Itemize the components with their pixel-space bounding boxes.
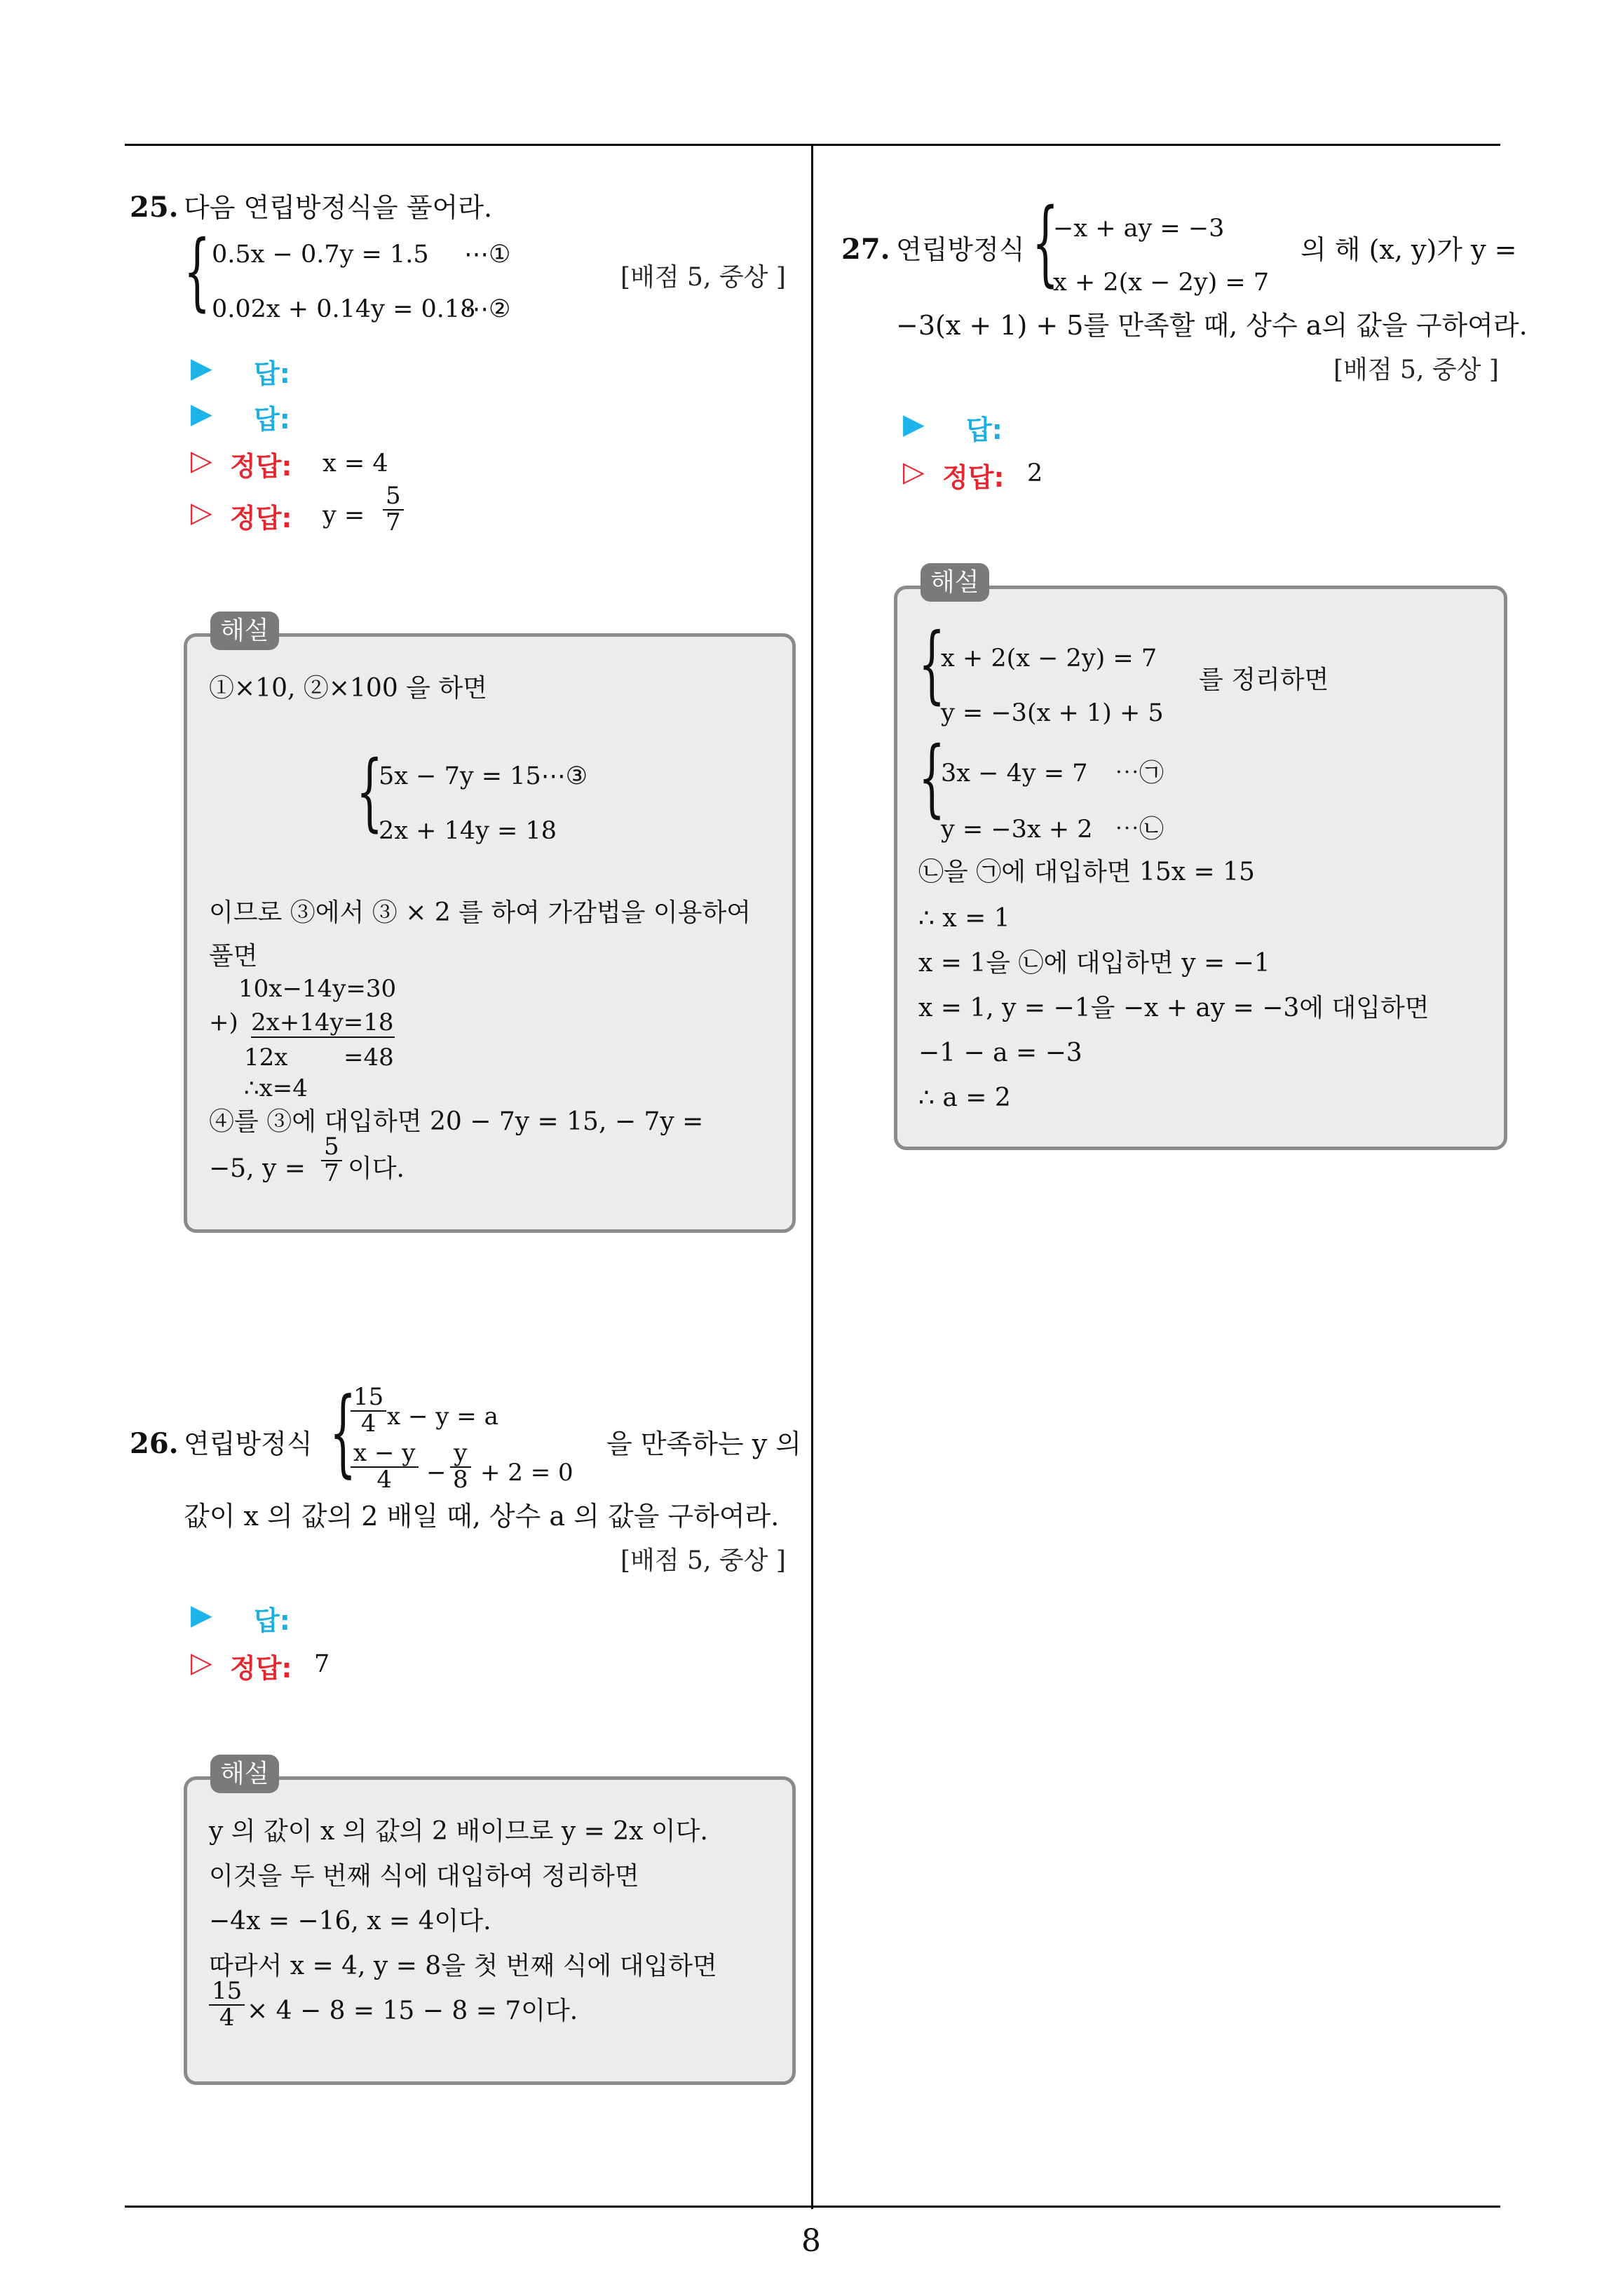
problem-27-key-label: 정답:: [942, 462, 1005, 493]
problem-27-key: 2: [1027, 459, 1043, 487]
problem-27-sol-line2: ∴ x = 1: [918, 904, 1010, 933]
answer-triangle-icon: ▶: [191, 398, 212, 430]
problem-26-question-c: 값이 x 의 값의 2 배일 때, 상수 a 의 값을 구하여라.: [184, 1501, 780, 1532]
problem-27-sol-line4: x = 1, y = −1을 −x + ay = −3에 대입하면: [918, 994, 1430, 1022]
answer-triangle-icon: ▶: [903, 408, 925, 440]
problem-25-eq1: 0.5x − 0.7y = 1.5: [212, 241, 429, 269]
fraction-denominator: 7: [386, 508, 401, 536]
problem-26-eq2-fraction1: [351, 1441, 419, 1492]
fraction-denominator: 7: [324, 1159, 339, 1187]
problem-26-eq1-rest: x − y = a: [387, 1403, 498, 1431]
problem-26-eq2-rest: + 2 = 0: [480, 1459, 573, 1487]
problem-26-eq1-fraction: [351, 1385, 386, 1436]
problem-27-sol-line5: −1 − a = −3: [918, 1039, 1082, 1067]
problem-27-sol-eq3: 3x − 4y = 7: [941, 759, 1088, 788]
problem-27-eq1: −x + ay = −3: [1053, 215, 1225, 243]
problem-25-sol-line1: ①×10, ②×100 을 하면: [209, 674, 487, 703]
problem-25-answer-label-2: 답:: [254, 404, 290, 435]
problem-25-sol-fraction: [321, 1135, 342, 1186]
problem-26-sol5-rest: × 4 − 8 = 15 − 8 = 7이다.: [247, 1997, 578, 2025]
problem-27-question-a: 연립방정식: [896, 234, 1025, 265]
problem-26-sol3: −4x = −16, x = 4이다.: [209, 1907, 491, 1936]
problem-26-sol5-fraction: [209, 1979, 245, 2030]
fraction-denominator: 4: [376, 1465, 393, 1494]
fraction-denominator: 4: [360, 1409, 376, 1438]
problem-25-sol-line4: ④를 ③에 대입하면 20 − 7y = 15, − 7y =: [209, 1107, 704, 1136]
answer-triangle-icon: ▶: [191, 352, 212, 384]
problem-27-sol-brace-2: {: [918, 729, 946, 828]
problem-26-eq2-minus: −: [426, 1459, 447, 1487]
problem-27-grade: [배점 5, 중상 ]: [1333, 356, 1499, 384]
problem-25-sol-brace: {: [356, 743, 383, 842]
problem-27-number: 27.: [841, 233, 890, 266]
problem-26-sol2: 이것을 두 번째 식에 대입하여 정리하면: [209, 1862, 639, 1891]
problem-27-sol-brace-1: {: [918, 616, 946, 714]
problem-26-key: 7: [314, 1650, 330, 1678]
fraction-denominator: 8: [453, 1465, 468, 1494]
problem-26-eq2-fraction2: [450, 1441, 471, 1492]
problem-25-sol-eq2: 2x + 14y = 18: [379, 817, 557, 845]
problem-27-sol-eq3-tag: ⋯㉠: [1115, 759, 1164, 788]
problem-25-sol-line5a: −5, y =: [209, 1154, 306, 1183]
problem-25-question: 다음 연립방정식을 풀어라.: [184, 192, 493, 223]
answer-triangle-icon: ▶: [191, 1599, 212, 1631]
problem-25-sol-line5b: 이다.: [348, 1154, 405, 1183]
problem-27-sol-eq1: x + 2(x − 2y) = 7: [941, 644, 1157, 673]
problem-25-brace: {: [184, 223, 211, 321]
problem-25-key-label-2: 정답:: [230, 503, 292, 534]
problem-27-sol-note: 를 정리하면: [1199, 666, 1329, 694]
problem-25-sol-line3: 풀면: [209, 942, 258, 971]
problem-25-key-1: x = 4: [322, 450, 388, 478]
fraction-numerator: 15: [351, 1385, 386, 1412]
page-number: 8: [801, 2223, 821, 2259]
problem-25-calc-plus: +): [209, 1008, 238, 1036]
problem-26-number: 26.: [130, 1427, 179, 1460]
problem-25-eq2: 0.02x + 0.14y = 0.18: [212, 295, 476, 323]
problem-25-answer-label-1: 답:: [254, 358, 290, 389]
problem-27-answer-label: 답:: [966, 414, 1003, 445]
column-divider: [811, 144, 813, 2209]
problem-25-sol-eq1: 5x − 7y = 15⋯③: [379, 762, 588, 790]
problem-25-calc-line2: 2x+14y=18: [251, 1008, 394, 1036]
problem-26-key-label: 정답:: [230, 1653, 292, 1684]
problem-27-sol-line3: x = 1을 ㉡에 대입하면 y = −1: [918, 949, 1270, 978]
fraction-numerator: 5: [321, 1135, 342, 1161]
problem-25-sol-line2: 이므로 ③에서 ③ × 2 를 하여 가감법을 이용하여: [209, 898, 752, 927]
problem-27-sol-line6: ∴ a = 2: [918, 1083, 1011, 1112]
problem-25-solution-box: [184, 633, 796, 1233]
key-triangle-icon: ▷: [191, 497, 212, 529]
key-triangle-icon: ▷: [191, 1647, 212, 1679]
problem-27-solution-tab: 해설: [921, 563, 989, 602]
problem-27-sol-eq4-tag: ⋯㉡: [1115, 816, 1164, 844]
bottom-rule: [125, 2206, 1500, 2208]
problem-26-brace: {: [330, 1378, 357, 1489]
problem-25-calc-line3a: 12x: [244, 1044, 288, 1072]
problem-25-calc-line3b: =48: [344, 1044, 394, 1072]
key-triangle-icon: ▷: [191, 445, 212, 477]
problem-26-answer-label: 답:: [254, 1605, 290, 1636]
problem-26-question-b: 을 만족하는 y 의: [606, 1429, 801, 1459]
problem-25-key-2-fraction: [383, 484, 404, 535]
fraction-numerator: x − y: [351, 1441, 419, 1468]
problem-26-question-a: 연립방정식: [184, 1429, 313, 1459]
fraction-numerator: 5: [383, 484, 404, 511]
problem-26-sol4: 따라서 x = 4, y = 8을 첫 번째 식에 대입하면: [209, 1952, 717, 1980]
problem-25-key-label-1: 정답:: [230, 451, 292, 482]
key-triangle-icon: ▷: [903, 456, 925, 488]
problem-27-sol-eq4: y = −3x + 2: [941, 816, 1093, 844]
problem-27-question-b: 의 해 (x, y)가 y =: [1301, 234, 1517, 265]
problem-25-solution-tab: 해설: [210, 612, 279, 650]
problem-26-sol1: y 의 값이 x 의 값의 2 배이므로 y = 2x 이다.: [209, 1817, 708, 1846]
problem-25-calc-line1: 10x−14y=30: [238, 975, 397, 1003]
problem-27-eq2: x + 2(x − 2y) = 7: [1053, 269, 1270, 297]
problem-25-key-2-prefix: y =: [322, 501, 365, 529]
problem-25-grade: [배점 5, 중상 ]: [620, 263, 786, 292]
fraction-denominator: 4: [219, 2003, 235, 2032]
problem-27-question-c: −3(x + 1) + 5를 만족할 때, 상수 a의 값을 구하여라.: [896, 310, 1528, 341]
problem-26-solution-tab: 해설: [210, 1755, 279, 1793]
fraction-numerator: 15: [209, 1979, 245, 2006]
problem-27-sol-line1: ㉡을 ㉠에 대입하면 15x = 15: [918, 858, 1255, 886]
fraction-numerator: y: [450, 1441, 471, 1468]
problem-25-calc-line4: ∴x=4: [244, 1074, 308, 1102]
problem-27-brace: {: [1032, 189, 1059, 297]
problem-25-number: 25.: [130, 191, 179, 224]
problem-27-sol-eq2: y = −3(x + 1) + 5: [941, 699, 1164, 727]
problem-26-grade: [배점 5, 중상 ]: [620, 1546, 786, 1575]
problem-25-eq2-tag: ⋯②: [464, 295, 511, 323]
problem-25-eq1-tag: ⋯①: [464, 241, 511, 269]
